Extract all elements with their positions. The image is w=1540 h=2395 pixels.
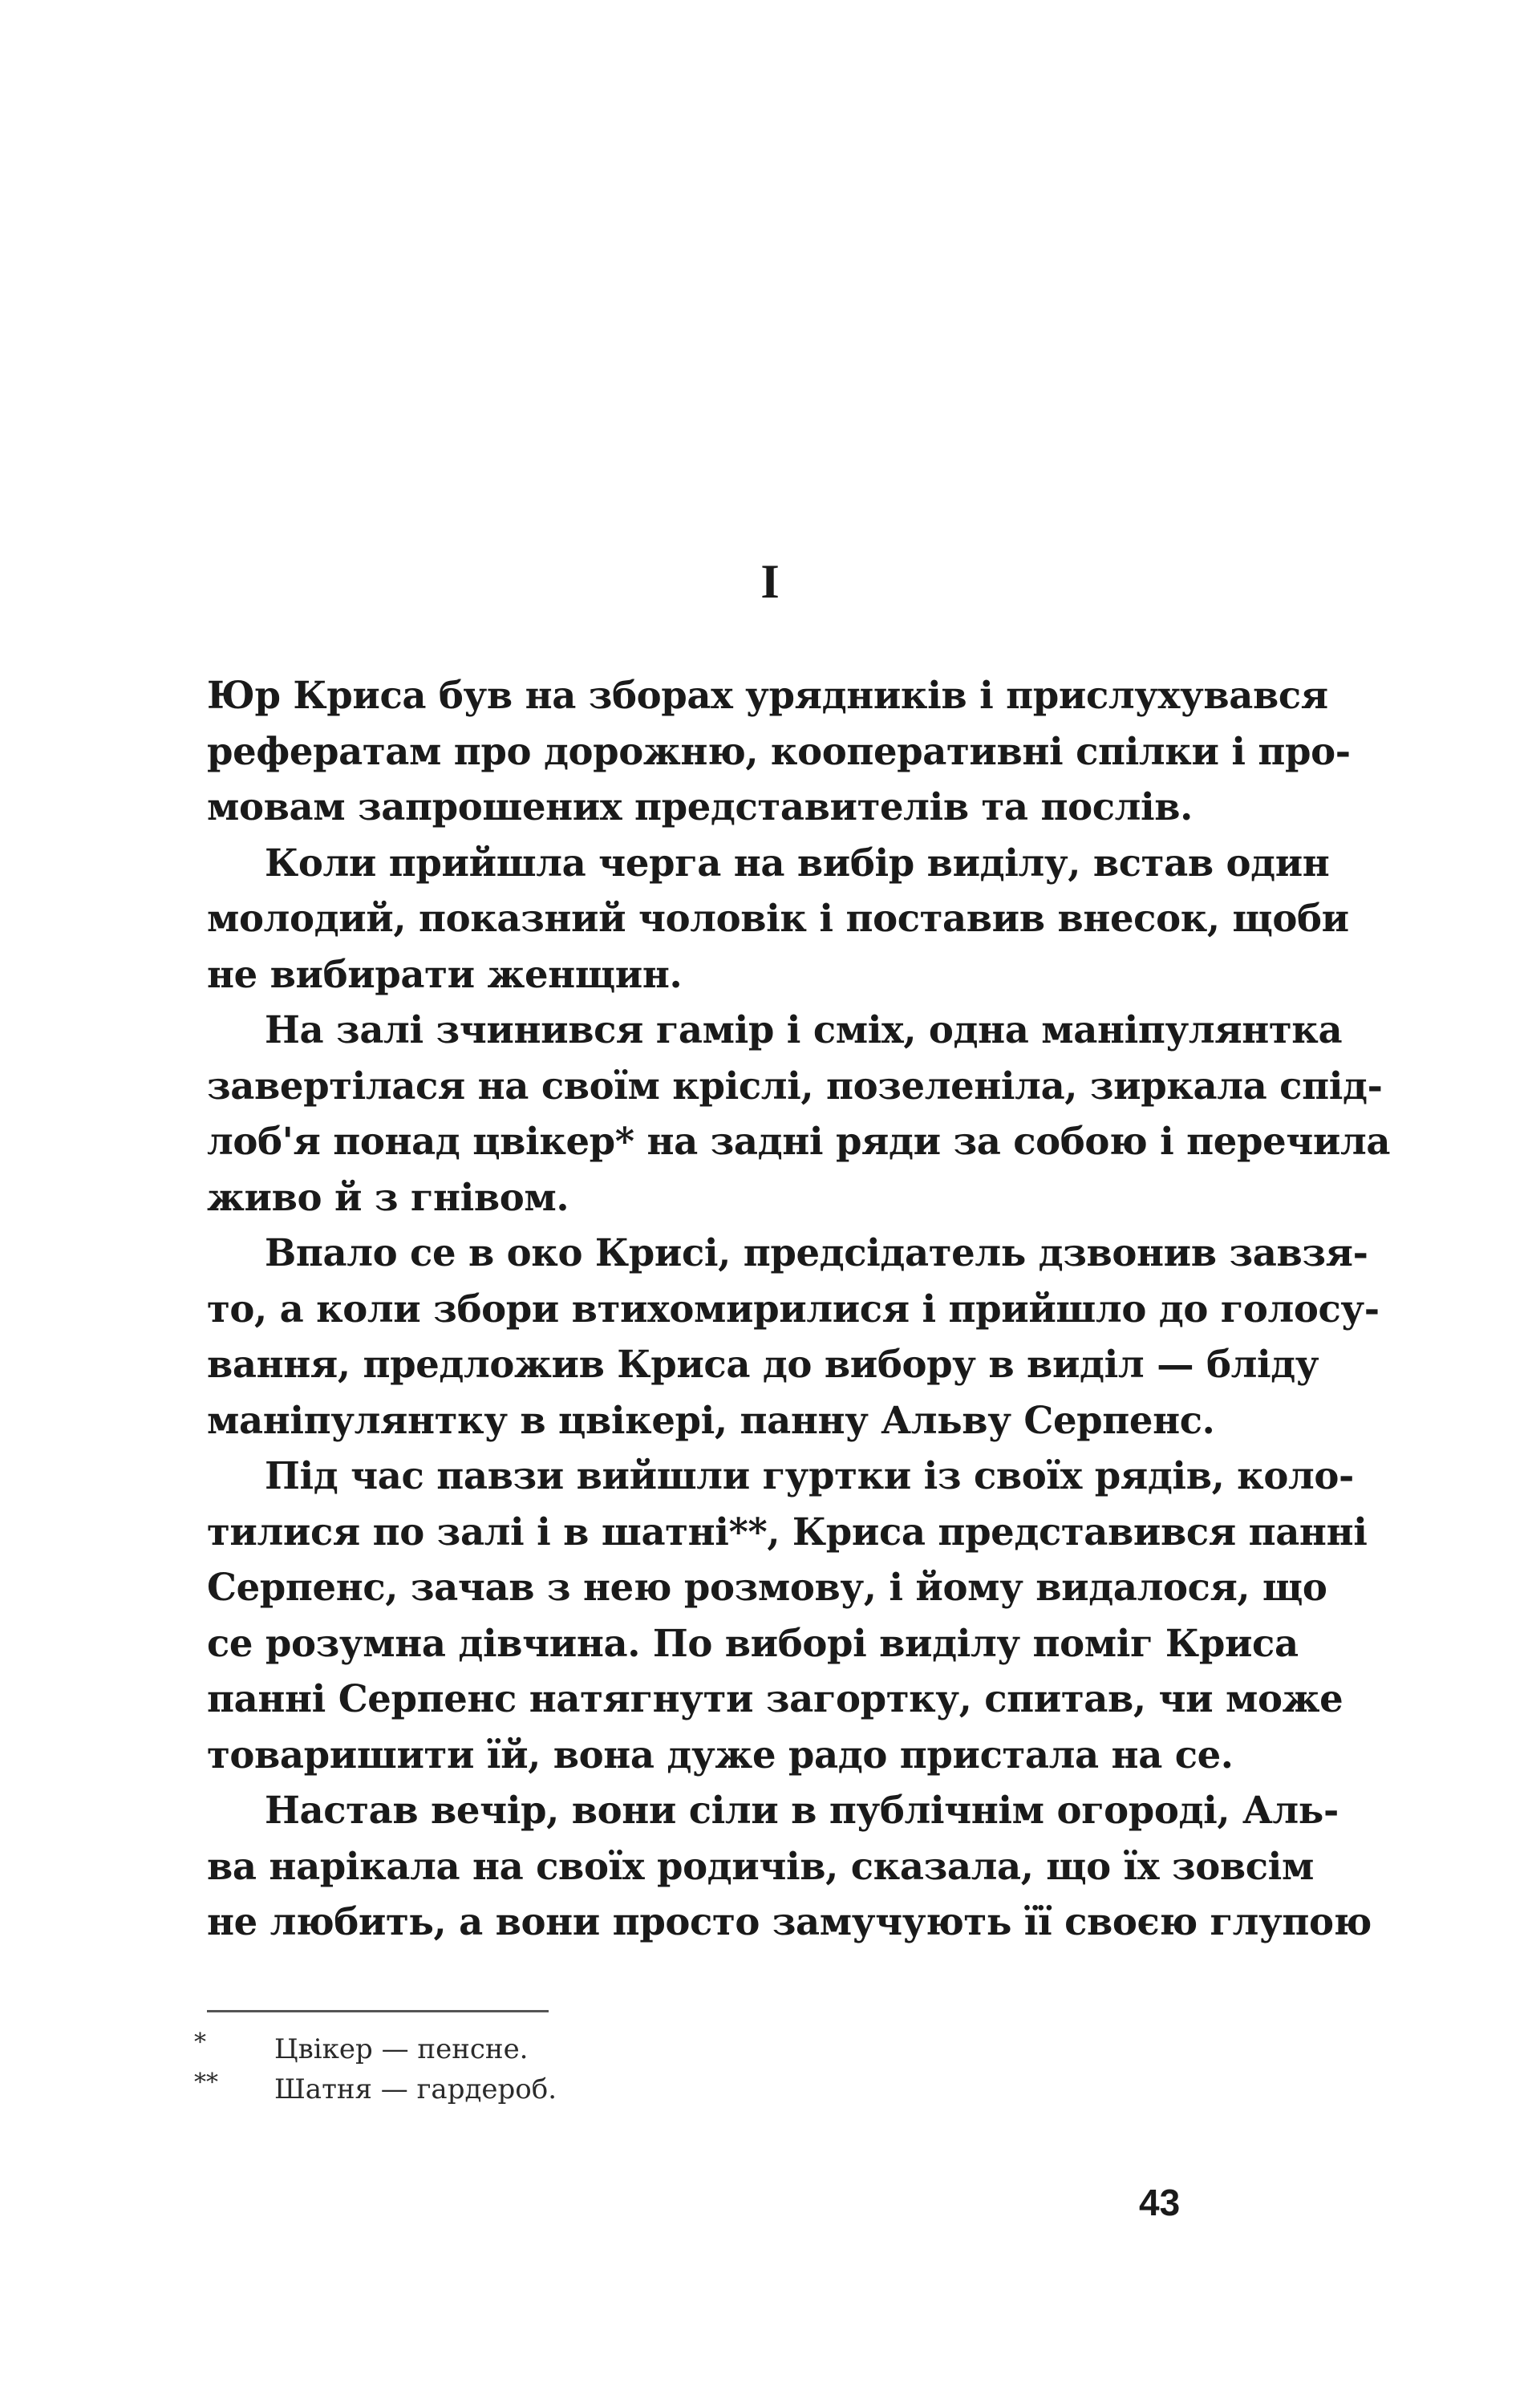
text-line: Коли прийшла черга на вибір виділу, встав один bbox=[265, 840, 1330, 885]
footnote-text: Цвікер — пенсне. bbox=[274, 2033, 529, 2065]
text-line: маніпулянтку в цвікері, панну Альву Серпенс. bbox=[207, 1397, 1215, 1442]
text-line: молодий, показний чоловік і поставив внесок, щоби bbox=[207, 896, 1349, 940]
text-line: ва нарікала на своїх родичів, сказала, що їх зовсім bbox=[207, 1843, 1314, 1888]
text-line: Настав вечір, вони сіли в публічнім огороді, Аль- bbox=[265, 1788, 1339, 1832]
footnote-text: Шатня — гардероб. bbox=[274, 2073, 557, 2105]
footnote-mark: * bbox=[194, 2028, 206, 2057]
footnote-divider bbox=[207, 2010, 549, 2012]
text-line: то, а коли збори втихомирилися і прийшло до голосу- bbox=[207, 1286, 1380, 1331]
text-line: живо й з гнівом. bbox=[207, 1174, 569, 1219]
text-line: Під час павзи вийшли гуртки із своїх рядів, коло- bbox=[265, 1453, 1354, 1497]
text-line: не любить, а вони просто замучують її своєю глупою bbox=[207, 1899, 1372, 1943]
text-line: Серпенс, зачав з нею розмову, і йому видалося, що bbox=[207, 1565, 1327, 1609]
body-text bbox=[207, 667, 1391, 1950]
text-line: панні Серпенс натягнути загортку, спитав, чи може bbox=[207, 1676, 1343, 1720]
text-line: завертілася на своїм кріслі, позеленіла, зиркала спід- bbox=[207, 1063, 1383, 1108]
text-line: товаришити їй, вона дуже радо пристала на се. bbox=[207, 1732, 1234, 1777]
text-line: Впало се в око Крисі, предсідатель дзвонив завзя- bbox=[265, 1230, 1368, 1274]
text-line: не вибирати женщин. bbox=[207, 951, 683, 996]
footnote bbox=[194, 2029, 916, 2069]
footnotes bbox=[194, 2029, 916, 2109]
text-line: вання, предложив Криса до вибору в виділ — бліду bbox=[207, 1342, 1319, 1386]
text-line: се розумна дівчина. По виборі виділу поміг Криса bbox=[207, 1620, 1299, 1665]
text-line: На залі зчинився гамір і сміх, одна маніпулянтка bbox=[265, 1007, 1343, 1052]
footnote bbox=[194, 2069, 916, 2109]
footnote-mark: ** bbox=[194, 2069, 218, 2097]
text-line: лоб'я понад цвікер* на задні ряди за собою і перечила bbox=[207, 1119, 1391, 1163]
text-line: Юр Криса був на зборах урядників і прислухувався bbox=[207, 673, 1328, 717]
text-line: рефератам про дорожню, кооперативні спілки і про- bbox=[207, 728, 1351, 773]
chapter-number: I bbox=[760, 555, 780, 608]
text-line: мовам запрошених представителів та послів. bbox=[207, 784, 1193, 829]
text-line: тилися по залі і в шатні**, Криса представився панні bbox=[207, 1509, 1368, 1554]
page-number: 43 bbox=[1139, 2182, 1181, 2223]
